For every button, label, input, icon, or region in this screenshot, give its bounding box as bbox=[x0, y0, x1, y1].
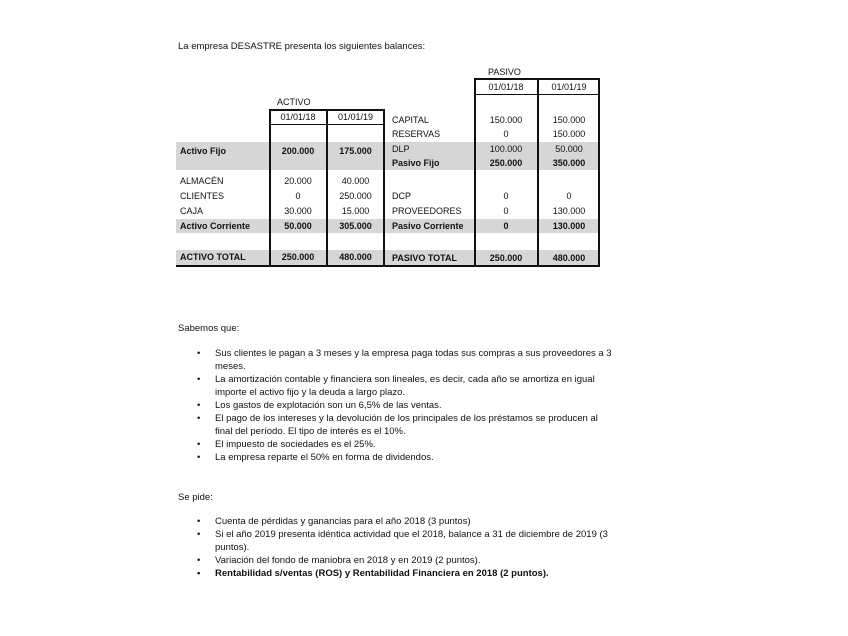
list-item: • Cuenta de pérdidas y ganancias para el año 2018 (3 puntos) bbox=[197, 516, 471, 527]
activo-label-corriente: Activo Corriente bbox=[180, 221, 251, 231]
pasivo-label-capital: CAPITAL bbox=[392, 115, 429, 125]
activo-label-fijo: Activo Fijo bbox=[180, 146, 227, 156]
pasivo-dlp-v2: 50.000 bbox=[555, 144, 583, 154]
list-item: • El pago de los intereses y la devolución de los principales de los préstamos se producen al final del período. El tipo de interés es el 10%. bbox=[197, 413, 598, 437]
pasivo-label-reservas: RESERVAS bbox=[392, 129, 441, 139]
bullet-icon: • bbox=[197, 452, 201, 463]
pasivo-reservas-v2: 150.000 bbox=[552, 129, 586, 139]
pasivo-label-corriente: Pasivo Corriente bbox=[392, 221, 464, 231]
bullet-icon: • bbox=[197, 516, 201, 527]
bullet-icon: • bbox=[197, 555, 201, 566]
pide-list bbox=[197, 515, 615, 580]
activo-almacen-v1: 20.000 bbox=[284, 176, 312, 186]
list-item: • Sus clientes le pagan a 3 meses y la empresa paga todas sus compras a sus proveedores a 3 meses. bbox=[197, 348, 612, 372]
activo-border-mid bbox=[326, 109, 328, 267]
pasivo-dlp-v1: 100.000 bbox=[489, 144, 523, 154]
activo-border-left bbox=[269, 109, 271, 267]
list-item: • La amortización contable y financiera son lineales, es decir, cada año se amortiza en igual importe el activo fijo y la deuda a largo plazo. bbox=[197, 374, 595, 398]
pasivo-header: PASIVO bbox=[488, 67, 521, 77]
activo-label-caja: CAJA bbox=[180, 206, 204, 216]
activo-total-v2: 480.000 bbox=[339, 252, 372, 262]
pasivo-corriente-v1: 0 bbox=[503, 221, 509, 231]
pide-title: Se pide: bbox=[178, 492, 213, 503]
pasivo-total-v2: 480.000 bbox=[552, 253, 586, 263]
list-item: • Si el año 2019 presenta idéntica actividad que el 2018, balance a 31 de diciembre de 2019 (3 puntos). bbox=[197, 529, 608, 553]
intro-text: La empresa DESASTRE presenta los siguientes balances: bbox=[178, 41, 426, 52]
pasivo-label-fijo: Pasivo Fijo bbox=[392, 158, 440, 168]
activo-caja-v1: 30.000 bbox=[284, 206, 312, 216]
bullet-icon: • bbox=[197, 374, 201, 385]
pasivo-reservas-v1: 0 bbox=[503, 129, 509, 139]
bullet-icon: • bbox=[197, 413, 201, 424]
activo-date-2: 01/01/19 bbox=[337, 112, 374, 122]
activo-label-clientes: CLIENTES bbox=[180, 191, 225, 201]
sabemos-title: Sabemos que: bbox=[178, 323, 240, 334]
activo-date-1: 01/01/18 bbox=[280, 112, 316, 122]
pasivo-fijo-v1: 250.000 bbox=[489, 158, 523, 168]
list-item: • La empresa reparte el 50% en forma de dividendos. bbox=[197, 452, 434, 463]
pasivo-total-v1: 250.000 bbox=[489, 253, 523, 263]
activo-fijo-v1: 200.000 bbox=[281, 146, 315, 156]
activo-caja-v2: 15.000 bbox=[341, 206, 370, 216]
pasivo-border-left bbox=[474, 78, 476, 267]
list-item: • Variación del fondo de maniobra en 2018 y en 2019 (2 puntos). bbox=[197, 555, 481, 566]
pasivo-capital-v2: 150.000 bbox=[552, 115, 586, 125]
pasivo-fijo-v2: 350.000 bbox=[552, 158, 586, 168]
sabemos-list bbox=[197, 347, 615, 464]
bullet-icon: • bbox=[197, 568, 201, 579]
list-item: • El impuesto de sociedades es el 25%. bbox=[197, 439, 376, 450]
activo-corriente-v2: 305.000 bbox=[339, 221, 372, 231]
pasivo-capital-v1: 150.000 bbox=[489, 115, 523, 125]
activo-almacen-v2: 40.000 bbox=[341, 176, 370, 186]
activo-border-right bbox=[383, 109, 385, 267]
list-item: • Rentabilidad s/ventas (ROS) y Rentabilidad Financiera en 2018 (2 puntos). bbox=[197, 568, 549, 579]
pasivo-proveedores-v2: 130.000 bbox=[552, 206, 586, 216]
activo-clientes-v1: 0 bbox=[295, 191, 301, 201]
pasivo-date-1: 01/01/18 bbox=[488, 82, 524, 92]
pasivo-date-2: 01/01/19 bbox=[551, 82, 587, 92]
pasivo-border-right bbox=[598, 78, 600, 267]
activo-fijo-v2: 175.000 bbox=[339, 146, 372, 156]
pasivo-border-mid bbox=[537, 78, 539, 267]
bullet-icon: • bbox=[197, 400, 201, 411]
activo-header: ACTIVO bbox=[277, 97, 311, 107]
activo-label-almacen: ALMACÉN bbox=[180, 176, 224, 186]
pasivo-dcp-v2: 0 bbox=[566, 191, 572, 201]
activo-total-v1: 250.000 bbox=[281, 252, 315, 262]
pasivo-corriente-v2: 130.000 bbox=[552, 221, 586, 231]
pasivo-label-dcp: DCP bbox=[392, 191, 412, 201]
pasivo-label-proveedores: PROVEEDORES bbox=[392, 206, 462, 216]
pasivo-label-total: PASIVO TOTAL bbox=[392, 253, 458, 263]
bullet-icon: • bbox=[197, 439, 201, 450]
pasivo-label-dlp: DLP bbox=[392, 144, 410, 154]
bullet-icon: • bbox=[197, 529, 201, 540]
bullet-icon: • bbox=[197, 348, 201, 359]
activo-clientes-v2: 250.000 bbox=[339, 191, 372, 201]
list-item: • Los gastos de explotación son un 6,5% de las ventas. bbox=[197, 400, 442, 411]
pasivo-dcp-v1: 0 bbox=[503, 191, 509, 201]
activo-label-total: ACTIVO TOTAL bbox=[180, 252, 246, 262]
activo-corriente-v1: 50.000 bbox=[284, 221, 312, 231]
pasivo-proveedores-v1: 0 bbox=[503, 206, 509, 216]
